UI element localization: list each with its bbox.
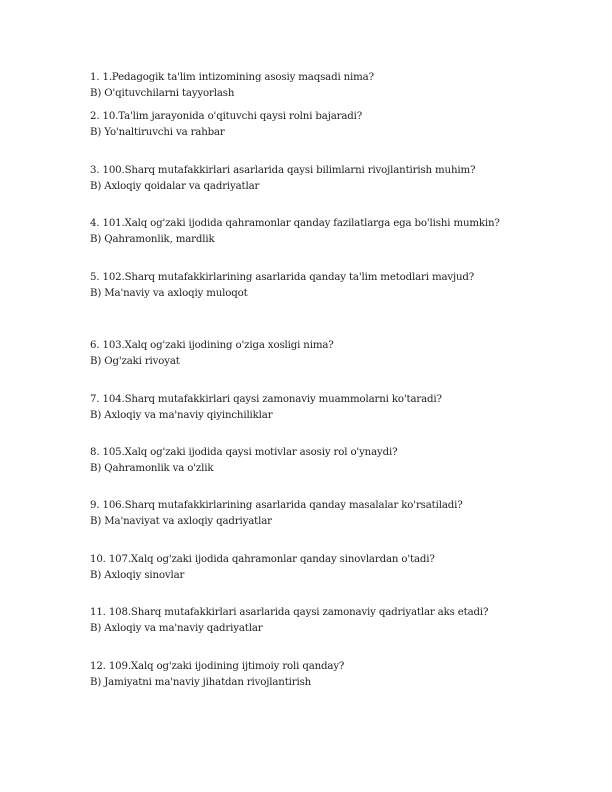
question-block-1	[90, 70, 570, 102]
answer-text: B) Axloqiy va ma'naviy qadriyatlar	[90, 623, 263, 634]
question-block-10	[90, 552, 570, 584]
question-text: 3. 100.Sharq mutafakkirlari asarlarida qaysi bilimlarni rivojlantirish muhim?	[90, 165, 476, 176]
question-text: 4. 101.Xalq og'zaki ijodida qahramonlar qanday fazilatlarga ega bo'lishi mumkin?	[90, 218, 500, 229]
question-block-2	[90, 109, 570, 141]
answer-text: B) Jamiyatni ma'naviy jihatdan rivojlantirish	[90, 677, 312, 688]
question-block-12	[90, 659, 570, 691]
question-text: 7. 104.Sharq mutafakkirlari qaysi zamonaviy muammolarni ko'taradi?	[90, 394, 442, 405]
question-block-7	[90, 392, 570, 424]
answer-text: B) Yo'naltiruvchi va rahbar	[90, 127, 225, 138]
question-text: 1. 1.Pedagogik ta'lim intizomining asosiy maqsadi nima?	[90, 72, 374, 83]
question-text: 11. 108.Sharq mutafakkirlari asarlarida qaysi zamonaviy qadriyatlar aks etadi?	[90, 607, 489, 618]
question-text: 9. 106.Sharq mutafakkirlarining asarlarida qanday masalalar ko'rsatiladi?	[90, 500, 463, 511]
answer-text: B) Ma'naviy va axloqiy muloqot	[90, 288, 248, 299]
answer-text: B) Axloqiy va ma'naviy qiyinchiliklar	[90, 410, 273, 421]
answer-text: B) O'qituvchilarni tayyorlash	[90, 88, 235, 99]
question-block-5	[90, 270, 570, 302]
question-text: 5. 102.Sharq mutafakkirlarining asarlarida qanday ta'lim metodlari mavjud?	[90, 272, 475, 283]
question-block-3	[90, 163, 570, 195]
answer-text: B) Axloqiy sinovlar	[90, 570, 185, 581]
question-block-9	[90, 498, 570, 530]
question-text: 12. 109.Xalq og'zaki ijodining ijtimoiy roli qanday?	[90, 661, 345, 672]
question-block-4	[90, 216, 570, 248]
question-block-6	[90, 338, 570, 370]
answer-text: B) Qahramonlik va o'zlik	[90, 463, 214, 474]
question-block-11	[90, 605, 570, 637]
question-text: 6. 103.Xalq og'zaki ijodining o'ziga xosligi nima?	[90, 340, 334, 351]
answer-text: B) Ma'naviyat va axloqiy qadriyatlar	[90, 516, 272, 527]
answer-text: B) Axloqiy qoidalar va qadriyatlar	[90, 181, 260, 192]
answer-text: B) Qahramonlik, mardlik	[90, 234, 215, 245]
question-text: 2. 10.Ta'lim jarayonida o'qituvchi qaysi rolni bajaradi?	[90, 111, 363, 122]
question-text: 10. 107.Xalq og'zaki ijodida qahramonlar qanday sinovlardan o'tadi?	[90, 554, 435, 565]
question-block-8	[90, 445, 570, 477]
question-text: 8. 105.Xalq og'zaki ijodida qaysi motivlar asosiy rol o'ynaydi?	[90, 447, 398, 458]
answer-text: B) Og'zaki rivoyat	[90, 356, 180, 367]
